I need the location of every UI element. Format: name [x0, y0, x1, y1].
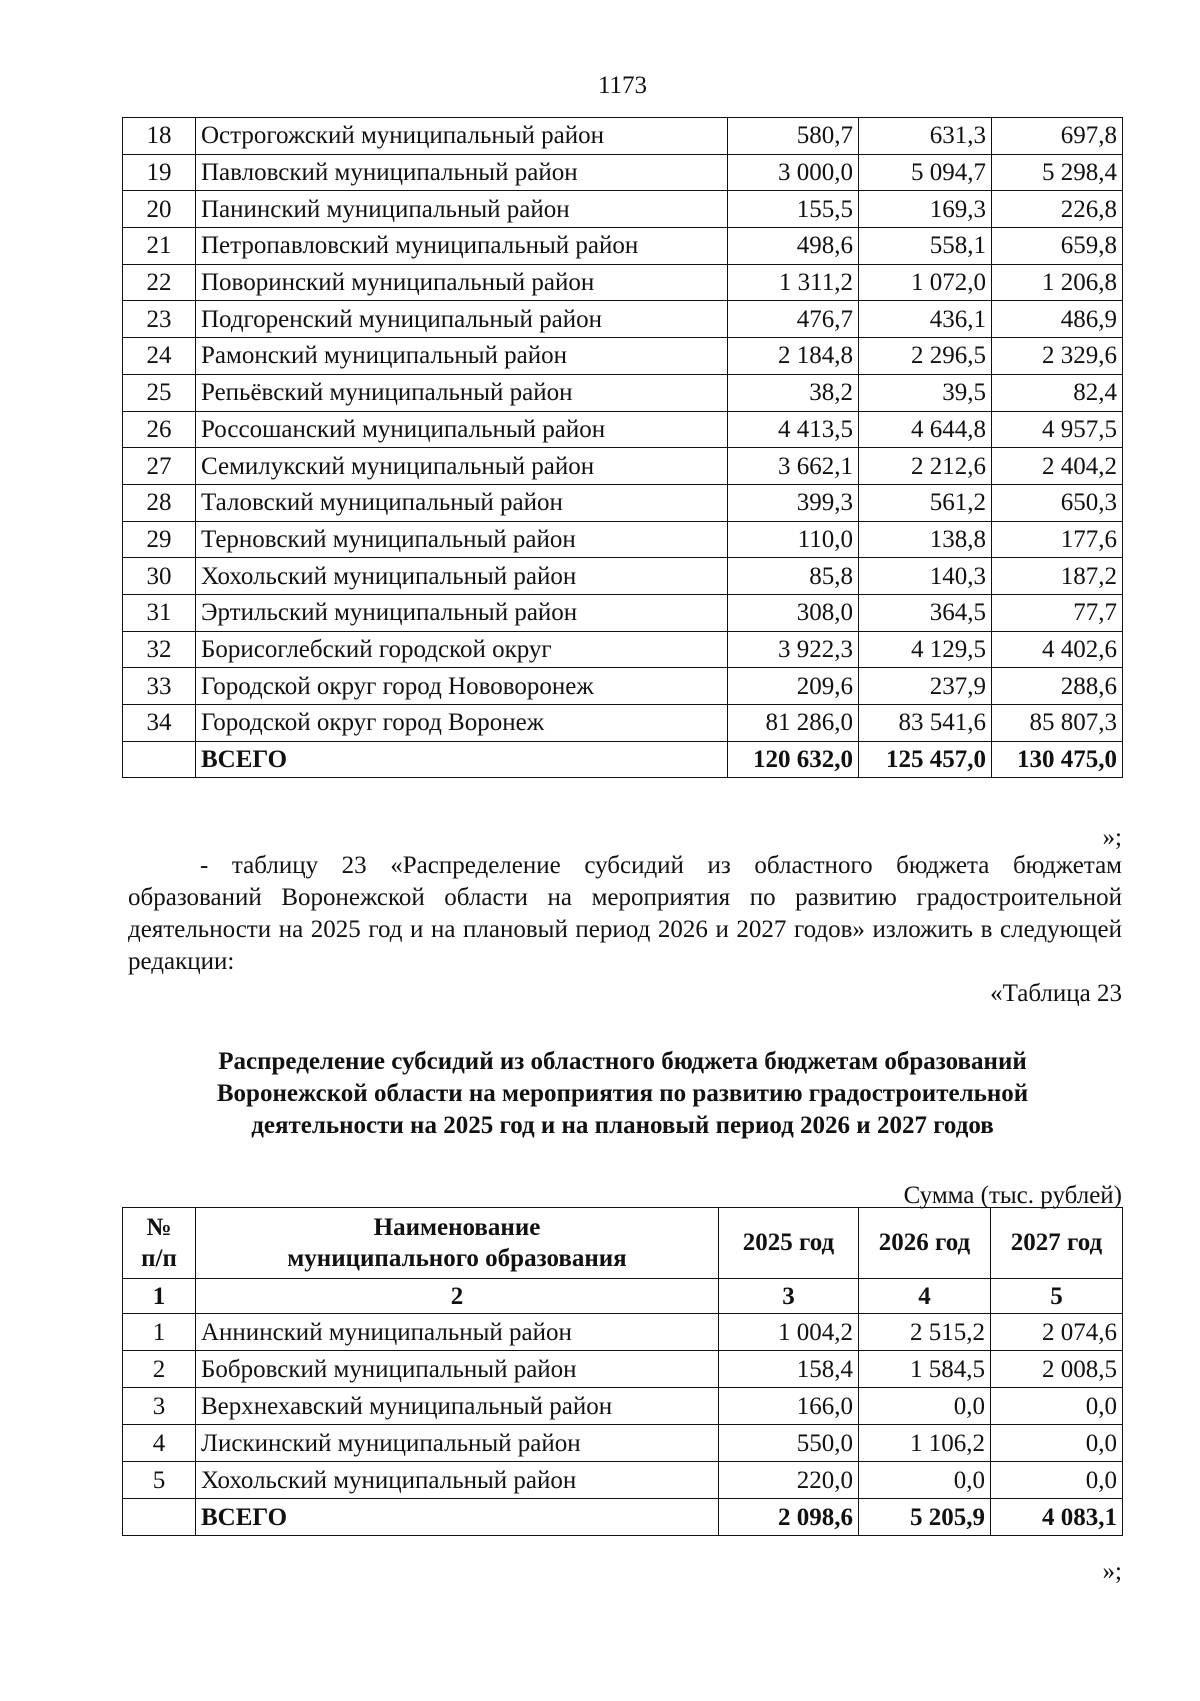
- table-row: [123, 448, 1123, 485]
- district-name: Павловский муниципальный район: [196, 154, 728, 191]
- header-2025: 2025 год: [719, 1208, 859, 1279]
- value-2027: 2 008,5: [991, 1351, 1123, 1388]
- value-2026: 558,1: [859, 228, 992, 265]
- district-name: Аннинский муниципальный район: [196, 1314, 719, 1351]
- table-title: [100, 1046, 1145, 1142]
- total-empty: [123, 741, 196, 778]
- value-2025: 158,4: [719, 1351, 859, 1388]
- district-name: Хохольский муниципальный район: [196, 1462, 719, 1499]
- row-number: 32: [123, 631, 196, 668]
- value-2026: 2 212,6: [859, 448, 992, 485]
- district-name: Панинский муниципальный район: [196, 191, 728, 228]
- district-name: Терновский муниципальный район: [196, 521, 728, 558]
- row-number: 34: [123, 705, 196, 742]
- value-2025: 308,0: [728, 594, 859, 631]
- row-number: 30: [123, 558, 196, 595]
- header-name: Наименование муниципального образования: [196, 1208, 719, 1279]
- col-number: 3: [719, 1279, 859, 1314]
- table-row: [123, 484, 1123, 521]
- total-2027: 130 475,0: [992, 741, 1123, 778]
- value-2026: 5 094,7: [859, 154, 992, 191]
- value-2026: 436,1: [859, 301, 992, 338]
- value-2026: 1 106,2: [859, 1425, 991, 1462]
- value-2027: 187,2: [992, 558, 1123, 595]
- header-2027: 2027 год: [991, 1208, 1123, 1279]
- closing-quote: »;: [1102, 1558, 1122, 1585]
- district-name: Борисоглебский городской округ: [196, 631, 728, 668]
- value-2026: 0,0: [859, 1388, 991, 1425]
- district-name: Петропавловский муниципальный район: [196, 228, 728, 265]
- value-2027: 77,7: [992, 594, 1123, 631]
- value-2026: 4 129,5: [859, 631, 992, 668]
- value-2027: 82,4: [992, 374, 1123, 411]
- row-number: 20: [123, 191, 196, 228]
- district-name: Эртильский муниципальный район: [196, 594, 728, 631]
- value-2026: 1 072,0: [859, 264, 992, 301]
- table-row: [123, 411, 1123, 448]
- value-2026: 39,5: [859, 374, 992, 411]
- district-name: Лискинский муниципальный район: [196, 1425, 719, 1462]
- table-row: [123, 118, 1123, 155]
- col-number: 1: [123, 1279, 196, 1314]
- units-label: Сумма (тыс. рублей): [903, 1182, 1122, 1209]
- value-2025: 3 922,3: [728, 631, 859, 668]
- value-2027: 697,8: [992, 118, 1123, 155]
- table-label: «Таблица 23: [990, 980, 1122, 1007]
- value-2027: 85 807,3: [992, 705, 1123, 742]
- value-2027: 2 074,6: [991, 1314, 1123, 1351]
- row-number: 5: [123, 1462, 196, 1499]
- value-2026: 561,2: [859, 484, 992, 521]
- value-2027: 486,9: [992, 301, 1123, 338]
- row-number: 28: [123, 484, 196, 521]
- value-2027: 650,3: [992, 484, 1123, 521]
- subsidy-table-continued: [122, 117, 1123, 778]
- value-2027: 2 404,2: [992, 448, 1123, 485]
- table-row: [123, 1314, 1123, 1351]
- district-name: Поворинский муниципальный район: [196, 264, 728, 301]
- district-name: Рамонский муниципальный район: [196, 338, 728, 375]
- total-2027: 4 083,1: [991, 1499, 1123, 1536]
- closing-quote: »;: [1102, 824, 1122, 851]
- table-row: [123, 521, 1123, 558]
- district-name: Острогожский муниципальный район: [196, 118, 728, 155]
- value-2025: 209,6: [728, 668, 859, 705]
- table-row: [123, 301, 1123, 338]
- table-row: [123, 191, 1123, 228]
- table-row: [123, 154, 1123, 191]
- value-2025: 550,0: [719, 1425, 859, 1462]
- row-number: 1: [123, 1314, 196, 1351]
- district-name: Городской округ город Нововоронеж: [196, 668, 728, 705]
- table-row: [123, 1425, 1123, 1462]
- district-name: Подгоренский муниципальный район: [196, 301, 728, 338]
- table-row: [123, 338, 1123, 375]
- row-number: 25: [123, 374, 196, 411]
- row-number: 2: [123, 1351, 196, 1388]
- row-number: 18: [123, 118, 196, 155]
- value-2026: 140,3: [859, 558, 992, 595]
- table-row: [123, 1388, 1123, 1425]
- row-number: 29: [123, 521, 196, 558]
- value-2025: 1 004,2: [719, 1314, 859, 1351]
- header-num: № п/п: [123, 1208, 196, 1279]
- value-2025: 476,7: [728, 301, 859, 338]
- table-row: [123, 1462, 1123, 1499]
- value-2026: 2 515,2: [859, 1314, 991, 1351]
- row-number: 3: [123, 1388, 196, 1425]
- total-2025: 2 098,6: [719, 1499, 859, 1536]
- value-2026: 0,0: [859, 1462, 991, 1499]
- value-2026: 83 541,6: [859, 705, 992, 742]
- amendment-text: - таблицу 23 «Распределение субсидий из областного бюджета бюджетам образований Воронежской области на мероприятия по развитию градостроительной деятельности на 2025 год и на плановый период 2026 и 2027 годов» изложить в следующей редакции:: [128, 852, 1122, 975]
- value-2027: 226,8: [992, 191, 1123, 228]
- district-name: Городской округ город Воронеж: [196, 705, 728, 742]
- total-label: ВСЕГО: [196, 1499, 719, 1536]
- total-row: [123, 741, 1123, 778]
- title-line: деятельности на 2025 год и на плановый период 2026 и 2027 годов: [251, 1112, 994, 1139]
- value-2025: 155,5: [728, 191, 859, 228]
- value-2025: 4 413,5: [728, 411, 859, 448]
- total-2026: 125 457,0: [859, 741, 992, 778]
- col-number: 5: [991, 1279, 1123, 1314]
- value-2027: 288,6: [992, 668, 1123, 705]
- row-number: 19: [123, 154, 196, 191]
- amendment-paragraph: [128, 850, 1122, 978]
- value-2025: 3 662,1: [728, 448, 859, 485]
- value-2027: 5 298,4: [992, 154, 1123, 191]
- value-2025: 3 000,0: [728, 154, 859, 191]
- value-2025: 85,8: [728, 558, 859, 595]
- table-row: [123, 631, 1123, 668]
- page-number: 1173: [597, 72, 648, 99]
- table-row: [123, 1351, 1123, 1388]
- value-2025: 38,2: [728, 374, 859, 411]
- district-name: Таловский муниципальный район: [196, 484, 728, 521]
- value-2027: 0,0: [991, 1462, 1123, 1499]
- value-2025: 110,0: [728, 521, 859, 558]
- value-2025: 498,6: [728, 228, 859, 265]
- table-row: [123, 668, 1123, 705]
- district-name: Хохольский муниципальный район: [196, 558, 728, 595]
- header-row: [123, 1208, 1123, 1279]
- value-2025: 2 184,8: [728, 338, 859, 375]
- value-2025: 81 286,0: [728, 705, 859, 742]
- value-2026: 631,3: [859, 118, 992, 155]
- col-number: 2: [196, 1279, 719, 1314]
- value-2027: 659,8: [992, 228, 1123, 265]
- row-number: 33: [123, 668, 196, 705]
- value-2026: 169,3: [859, 191, 992, 228]
- total-2026: 5 205,9: [859, 1499, 991, 1536]
- row-number: 27: [123, 448, 196, 485]
- value-2026: 4 644,8: [859, 411, 992, 448]
- district-name: Бобровский муниципальный район: [196, 1351, 719, 1388]
- row-number: 26: [123, 411, 196, 448]
- value-2026: 1 584,5: [859, 1351, 991, 1388]
- value-2026: 364,5: [859, 594, 992, 631]
- col-number: 4: [859, 1279, 991, 1314]
- total-empty: [123, 1499, 196, 1536]
- row-number: 24: [123, 338, 196, 375]
- value-2027: 4 402,6: [992, 631, 1123, 668]
- district-name: Семилукский муниципальный район: [196, 448, 728, 485]
- value-2027: 4 957,5: [992, 411, 1123, 448]
- value-2025: 220,0: [719, 1462, 859, 1499]
- row-number: 4: [123, 1425, 196, 1462]
- column-number-row: [123, 1279, 1123, 1314]
- total-label: ВСЕГО: [196, 741, 728, 778]
- table-row: [123, 558, 1123, 595]
- row-number: 31: [123, 594, 196, 631]
- row-number: 23: [123, 301, 196, 338]
- table-row: [123, 594, 1123, 631]
- value-2027: 0,0: [991, 1388, 1123, 1425]
- total-2025: 120 632,0: [728, 741, 859, 778]
- header-2026: 2026 год: [859, 1208, 991, 1279]
- value-2025: 166,0: [719, 1388, 859, 1425]
- table-row: [123, 264, 1123, 301]
- value-2026: 237,9: [859, 668, 992, 705]
- value-2026: 138,8: [859, 521, 992, 558]
- district-name: Верхнехавский муниципальный район: [196, 1388, 719, 1425]
- value-2025: 399,3: [728, 484, 859, 521]
- value-2027: 1 206,8: [992, 264, 1123, 301]
- value-2027: 2 329,6: [992, 338, 1123, 375]
- table-row: [123, 374, 1123, 411]
- row-number: 21: [123, 228, 196, 265]
- title-line: Распределение субсидий из областного бюджета бюджетам образований: [218, 1048, 1027, 1075]
- district-name: Репьёвский муниципальный район: [196, 374, 728, 411]
- value-2027: 177,6: [992, 521, 1123, 558]
- row-number: 22: [123, 264, 196, 301]
- title-line: Воронежской области на мероприятия по развитию градостроительной: [216, 1080, 1029, 1107]
- total-row: [123, 1499, 1123, 1536]
- subsidy-table-23: [122, 1207, 1123, 1536]
- value-2027: 0,0: [991, 1425, 1123, 1462]
- value-2025: 580,7: [728, 118, 859, 155]
- district-name: Россошанский муниципальный район: [196, 411, 728, 448]
- value-2026: 2 296,5: [859, 338, 992, 375]
- table-row: [123, 705, 1123, 742]
- value-2025: 1 311,2: [728, 264, 859, 301]
- table-row: [123, 228, 1123, 265]
